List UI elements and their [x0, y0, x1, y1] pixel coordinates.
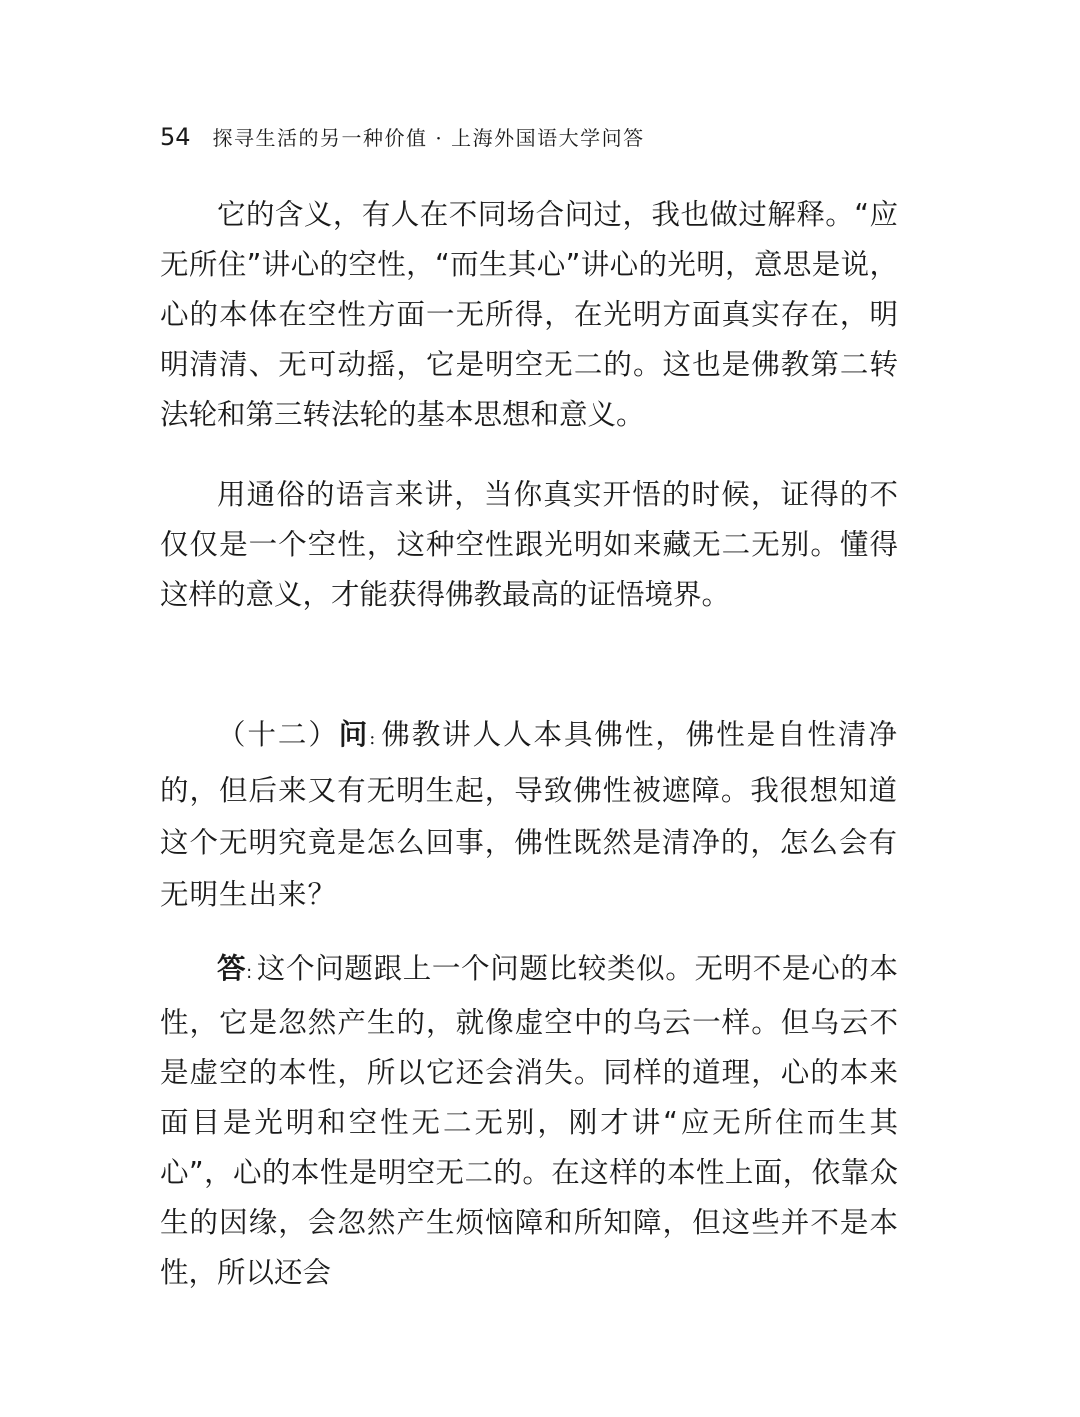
running-header	[160, 122, 645, 158]
paragraph-enlightenment: 用通俗的语言来讲，当你真实开悟的时候，证得的不仅仅是一个空性，这种空性跟光明如来藏无二无别。懂得这样的意义，才能获得佛教最高的证悟境界。	[160, 478, 898, 611]
question-label: 问	[338, 717, 370, 751]
page-number: 54	[160, 123, 191, 151]
answer-text: 这个问题跟上一个问题比较类似。无明不是心的本性，它是忽然产生的，就像虚空中的乌云一样。但乌云不是虚空的本性，所以它还会消失。同样的道理，心的本来面目是光明和空性无二无别，刚才讲“应无所住而生其心”，心的本性是明空无二的。在这样的本性上面，依靠众生的因缘，会忽然产生烦恼障和所知障，但这些并不是本性，所以还会	[160, 952, 898, 1289]
answer-paragraph	[160, 943, 898, 1298]
question-number: （十二）	[217, 718, 339, 751]
question-text: 佛教讲人人本具佛性，佛性是自性清净的，但后来又有无明生起，导致佛性被遮障。我很想知道这个无明究竟是怎么回事，佛性既然是清净的，怎么会有无明生出来？	[160, 718, 898, 911]
paragraph-meaning: 它的含义，有人在不同场合问过，我也做过解释。“应无所住”讲心的空性，“而生其心”讲心的光明，意思是说，心的本体在空性方面一无所得，在光明方面真实存在，明明清清、无可动摇，它是明空无二的。这也是佛教第二转法轮和第三转法轮的基本思想和意义。	[160, 198, 898, 431]
question-paragraph	[160, 708, 898, 921]
book-title: 探寻生活的另一种价值 · 上海外国语大学问答	[212, 126, 645, 150]
answer-label: 答	[217, 951, 247, 985]
answer-colon: :	[246, 962, 253, 983]
question-colon: :	[369, 728, 377, 749]
